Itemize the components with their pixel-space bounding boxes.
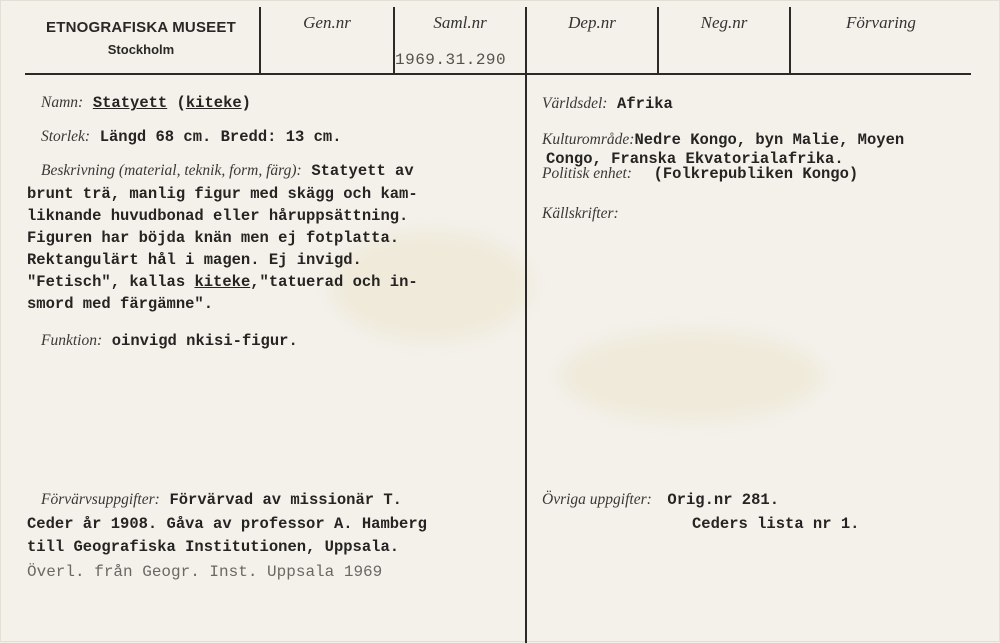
forvarv-first: Förvärvad av missionär T. — [169, 491, 402, 509]
col-forvaring: Förvaring — [846, 13, 916, 32]
namn-paren-close: ) — [241, 94, 251, 112]
stain-mark — [561, 331, 821, 421]
kultur-label: Kulturområde: — [542, 131, 635, 148]
beskrivning-line: Figuren har böjda knän men ej fotplatta. — [27, 229, 400, 247]
forvarv-line: Ceder år 1908. Gåva av professor A. Hamberg — [27, 515, 427, 533]
varldsdel-value: Afrika — [617, 95, 673, 113]
main-center-divider — [525, 73, 527, 643]
politisk-row — [542, 165, 858, 183]
beskrivning-line6-native: kiteke — [194, 273, 251, 291]
funktion-row — [41, 332, 298, 350]
ovriga-value-2: Ceders lista nr 1. — [692, 515, 860, 533]
storlek-label: Storlek: — [41, 128, 91, 145]
forvarv-row — [41, 491, 402, 509]
header-bottom-rule — [25, 73, 971, 75]
namn-label: Namn: — [41, 94, 84, 111]
kultur-row — [542, 131, 904, 149]
beskrivning-line6-a: "Fetisch", kallas — [27, 273, 195, 291]
forvarv-label: Förvärvsuppgifter: — [41, 491, 160, 508]
namn-row — [41, 94, 251, 112]
beskrivning-line — [27, 273, 418, 291]
ovriga-value-1: Orig.nr 281. — [667, 491, 780, 509]
varldsdel-label: Världsdel: — [542, 95, 608, 112]
col-saml-nr: Saml.nr — [433, 13, 487, 32]
col-neg-nr: Neg.nr — [700, 13, 748, 32]
beskrivning-line: Rektangulärt hål i magen. Ej invigd. — [27, 251, 362, 269]
varldsdel-row — [542, 95, 673, 113]
overl-note: Överl. från Geogr. Inst. Uppsala 1969 — [27, 563, 383, 581]
funktion-label: Funktion: — [41, 332, 103, 349]
beskrivning-line: brunt trä, manlig figur med skägg och kam- — [27, 185, 418, 203]
namn-value: Statyett — [92, 94, 168, 112]
col-gen-nr: Gen.nr — [303, 13, 351, 32]
namn-native: kiteke — [185, 94, 242, 112]
beskrivning-line: smord med färgämne". — [27, 295, 214, 313]
storlek-value: Längd 68 cm. Bredd: 13 cm. — [99, 128, 342, 146]
beskrivning-line6-c: ,"tatuerad och in- — [250, 273, 418, 291]
ovriga-label: Övriga uppgifter: — [542, 491, 652, 508]
museum-header — [31, 19, 251, 57]
kallskrifter-label: Källskrifter: — [542, 205, 619, 222]
museum-name: ETNOGRAFISKA MUSEET — [46, 19, 236, 36]
politisk-value: (Folkrepubliken Kongo) — [653, 165, 859, 183]
namn-paren-open: ( — [176, 94, 186, 112]
saml-nr-value: 1969.31.290 — [395, 51, 507, 69]
col-dep-nr: Dep.nr — [568, 13, 616, 32]
beskrivning-row — [41, 162, 414, 180]
beskrivning-first: Statyett av — [311, 162, 414, 180]
ovriga-row — [542, 491, 779, 509]
forvarv-line: till Geografiska Institutionen, Uppsala. — [27, 538, 400, 556]
politisk-label: Politisk enhet: — [542, 165, 632, 182]
beskrivning-label: Beskrivning (material, teknik, form, färg): — [41, 162, 302, 179]
storlek-row — [41, 128, 342, 146]
kultur-value-2: Congo, Franska Ekvatorialafrika. — [546, 150, 844, 168]
kultur-value-1: Nedre Kongo, byn Malie, Moyen — [634, 131, 905, 149]
beskrivning-line: liknande huvudbonad eller håruppsättning. — [27, 207, 409, 225]
museum-city: Stockholm — [107, 42, 175, 57]
funktion-value: oinvigd nkisi-figur. — [111, 332, 298, 350]
